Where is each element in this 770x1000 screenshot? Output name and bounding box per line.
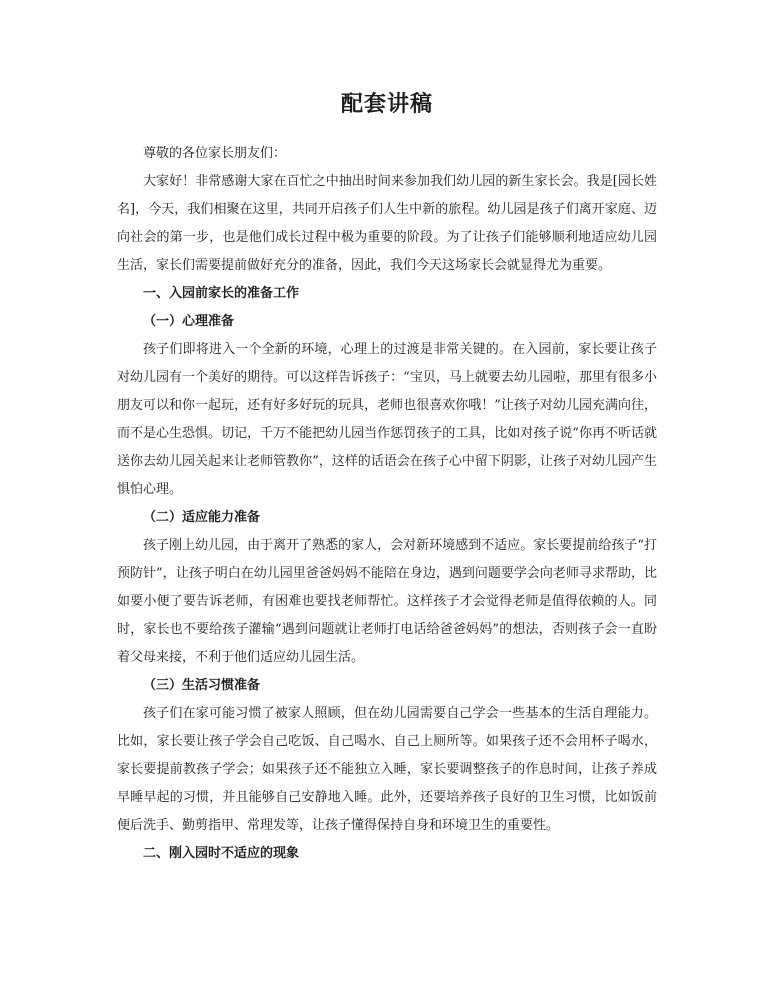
intro-paragraph: 大家好！非常感谢大家在百忙之中抽出时间来参加我们幼儿园的新生家长会。我是[园长姓名]，今天，我们相聚在这里，共同开启孩子们人生中新的旅程。幼儿园是孩子们离开家庭、迈向社会的第一步，也是他们成长过程中极为重要的阶段。为了让孩子们能够顺利地适应幼儿园生活，家长们需要提前做好充分的准备，因此，我们今天这场家长会就显得尤为重要。 bbox=[117, 174, 657, 273]
section-heading-preparation: 一、入园前家长的准备工作 bbox=[143, 286, 300, 301]
subheading-psychological: （一）心理准备 bbox=[143, 314, 235, 329]
paragraph-psychological: 孩子们即将进入一个全新的环境，心理上的过渡是非常关键的。在入园前，家长要让孩子对幼儿园有一个美好的期待。可以这样告诉孩子：“宝贝，马上就要去幼儿园啦，那里有很多小朋友可以和你一起玩，还有好多好玩的玩具，老师也很喜欢你哦！”让孩子对幼儿园充满向往，而不是心生恐惧。切记，千万不能把幼儿园当作惩罚孩子的工具，比如对孩子说“你再不听话就送你去幼儿园关起来让老师管教你”，这样的话语会在孩子心中留下阴影，让孩子对幼儿园产生惧怕心理。 bbox=[117, 342, 657, 497]
document-page bbox=[117, 88, 657, 868]
section-heading-maladjustment: 二、刚入园时不适应的现象 bbox=[143, 846, 300, 861]
subheading-habits: （三）生活习惯准备 bbox=[143, 678, 261, 693]
document-title: 配套讲稿 bbox=[340, 91, 433, 117]
salutation: 尊敬的各位家长朋友们： bbox=[143, 146, 287, 161]
paragraph-adaptability: 孩子刚上幼儿园，由于离开了熟悉的家人，会对新环境感到不适应。家长要提前给孩子“打预防针”，让孩子明白在幼儿园里爸爸妈妈不能陪在身边，遇到问题要学会向老师寻求帮助，比如要小便了要告诉老师，有困难也要找老师帮忙。这样孩子才会觉得老师是值得依赖的人。同时，家长也不要给孩子灌输“遇到问题就让老师打电话给爸爸妈妈”的想法，否则孩子会一直盼着父母来接，不利于他们适应幼儿园生活。 bbox=[117, 538, 657, 665]
subheading-adaptability: （二）适应能力准备 bbox=[143, 510, 261, 525]
paragraph-habits: 孩子们在家可能习惯了被家人照顾，但在幼儿园需要自己学会一些基本的生活自理能力。比如，家长要让孩子学会自己吃饭、自己喝水、自己上厕所等。如果孩子还不会用杯子喝水，家长要提前教孩子学会；如果孩子还不能独立入睡，家长要调整孩子的作息时间，让孩子养成早睡早起的习惯，并且能够自己安静地入睡。此外，还要培养孩子良好的卫生习惯，比如饭前便后洗手、勤剪指甲、常理发等，让孩子懂得保持自身和环境卫生的重要性。 bbox=[117, 706, 657, 833]
